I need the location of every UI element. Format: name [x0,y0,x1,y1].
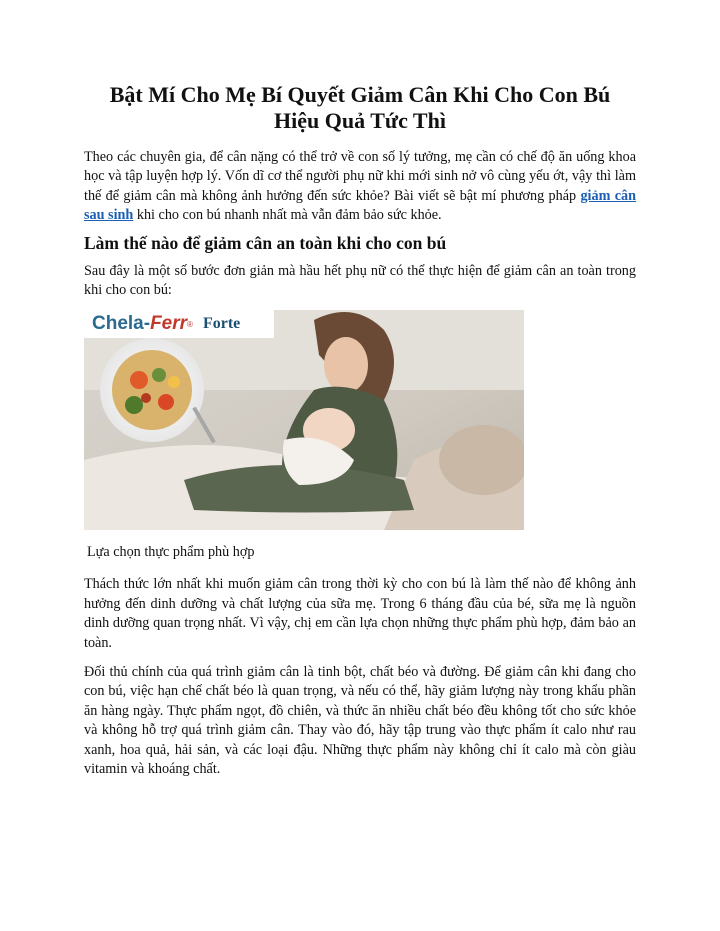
article-image [84,310,524,530]
body-paragraph-1: Thách thức lớn nhất khi muốn giảm cân trong thời kỳ cho con bú là làm thế nào để không ảnh hưởng đến dinh dưỡng và chất lượng của sữa mẹ. Trong 6 tháng đầu của bé, sữa mẹ là nguồn dinh dưỡng quan trọng nhất. Vì vậy, chị em cần lựa chọn những thực phẩm phù hợp, đảm bảo an toàn. [84,576,636,651]
title-line-2: Hiệu Quả Tức Thì [274,108,446,133]
logo-forte-text: Forte [202,315,241,333]
title-line-1: Bật Mí Cho Mẹ Bí Quyết Giảm Cân Khi Cho Con Bú [109,82,611,107]
document-page [84,82,636,786]
intro-text-before: Theo các chuyên gia, để cân nặng có thể trở về con số lý tưởng, mẹ cần có chế độ ăn uống khoa học và tập luyện hợp lý. Vốn dĩ cơ thể người phụ nữ khi mới sinh nở vô cùng yếu ớt, vậy thì làm thế để giảm cân mà không ảnh hưởng đến sức khỏe? Bài viết sẽ bật mí phương pháp [84,149,636,204]
logo-ferr-text: Ferr [150,313,188,335]
section-intro: Sau đây là một số bước đơn giản mà hầu hết phụ nữ có thể thực hiện để giảm cân an toàn trong khi cho con bú: [84,262,636,299]
logo-chela-text: Chela- [92,313,151,335]
weight-loss-link[interactable]: giảm cân sau sinh [84,187,637,224]
logo-registered-mark: ® [187,319,193,329]
chela-ferr-forte-logo [84,310,274,338]
image-caption: Lựa chọn thực phẩm phù hợp [87,544,255,561]
body-paragraph-2: Đối thủ chính của quá trình giảm cân là tinh bột, chất béo và đường. Để giảm cân khi đang cho con bú, việc hạn chế chất béo là quan trọng, và nếu có thể, hãy giảm lượng này trong khẩu phần ăn hàng ngày. Thực phẩm ngọt, đồ chiên, và thức ăn nhiều chất béo đều không tốt cho sức khỏe và không hỗ trợ quá trình giảm cân. Thay vào đó, hãy tập trung vào thực phẩm ít calo như rau xanh, hoa quả, hải sản, và các loại đậu. Những thực phẩm này không chỉ ít calo mà còn giàu vitamin và khoáng chất. [84,664,636,778]
intro-text-after: khi cho con bú nhanh nhất mà vẫn đảm bảo sức khỏe. [133,207,442,224]
section-heading: Làm thế nào để giảm cân an toàn khi cho con bú [84,232,447,253]
page-title [84,82,636,134]
breastfeeding-photo [84,310,524,530]
intro-paragraph [84,148,636,226]
